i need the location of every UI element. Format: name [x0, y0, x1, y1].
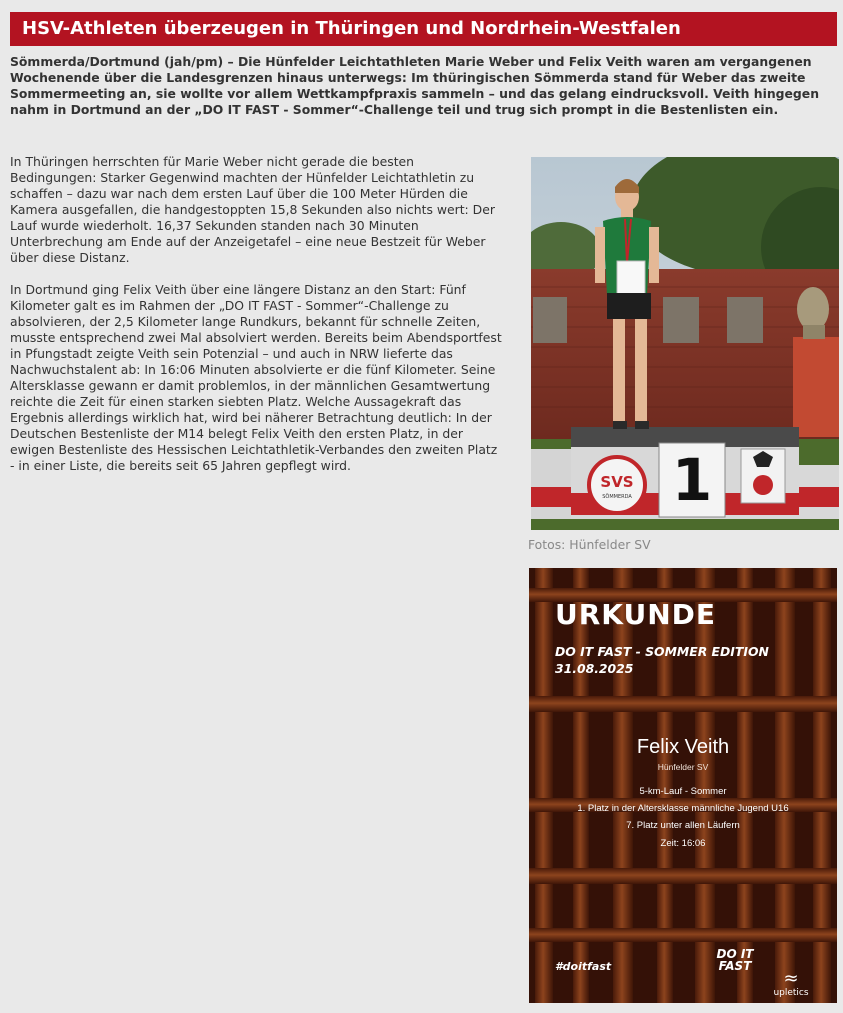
- upletics-icon: ≈: [783, 968, 799, 989]
- certificate-time: Zeit: 16:06: [660, 838, 706, 849]
- certificate-age-class-rank: 1. Platz in der Altersklasse männliche Jugend U16: [577, 803, 789, 814]
- photo-caption: Fotos: Hünfelder SV: [528, 537, 651, 552]
- article-lead: Sömmerda/Dortmund (jah/pm) – Die Hünfelder Leichtathleten Marie Weber und Felix Veith waren am vergangenen Wochenende über die Landesgrenzen hinaus unterwegs: Im thüringischen Sömmerda stand für Weber das zweite Sommermeeting an, sie wollte vor allem Wettkampfpraxis sammeln – und das gelang eindrucksvoll. Veith hingegen nahm in Dortmund an der „DO IT FAST - Sommer“-Challenge teil und trug sich prompt in die Bestenlisten ein.: [10, 54, 820, 117]
- certificate-title: URKUNDE: [555, 598, 717, 631]
- certificate-overall-rank: 7. Platz unter allen Läufern: [626, 820, 740, 831]
- svs-logo-text: SVS: [600, 473, 634, 491]
- podium-number: 1: [671, 446, 713, 514]
- doitfast-logo-line2: FAST: [718, 959, 752, 973]
- certificate-club: Hünfelder SV: [657, 762, 709, 772]
- upletics-logo-text: upletics: [773, 988, 809, 998]
- body-paragraph-2: In Dortmund ging Felix Veith über eine längere Distanz an den Start: Fünf Kilometer galt es im Rahmen der „DO IT FAST - Sommer“-Challenge zu absolvieren, der 2,5 Kilometer lange Rundkurs, bekannt für schnelle Zeiten, musste entsprechend zwei Mal absolviert werden. Bereits beim Abendsportfest in Pfungstadt zeigte Veith sein Potenzial – und auch in NRW lieferte das Nachwuchstalent ab: In 16:06 Minuten absolvierte er die fünf Kilometer. Seine Altersklasse gewann er damit problemlos, in der männlichen Gesamtwertung reichte die Zeit für einen starken siebten Platz. Welche Aussagekraft das Ergebnis allerdings wirklich hat, wird bei näherer Betrachtung deutlich: In der Deutschen Bestenliste der M14 belegt Felix Veith den ersten Platz, in der ewigen Bestenliste des Hessischen Leichtathletik-Verbandes den zweiten Platz - in einer Liste, die bereits seit 65 Jahren gepflegt wird.: [10, 282, 502, 473]
- article-body: [10, 154, 502, 490]
- certificate-hashtag: #doitfast: [555, 960, 612, 973]
- certificate-date: 31.08.2025: [555, 661, 634, 676]
- svs-logo-subtext: SÖMMERDA: [602, 494, 632, 500]
- doitfast-logo: [707, 948, 763, 972]
- certificate-athlete-name: Felix Veith: [636, 736, 730, 758]
- certificate-discipline: 5-km-Lauf - Sommer: [639, 786, 727, 797]
- podium-photo[interactable]: [531, 157, 839, 530]
- body-paragraph-1: In Thüringen herrschten für Marie Weber nicht gerade die besten Bedingungen: Starker Gegenwind machten der Hünfelder Leichtathletin zu schaffen – dazu war nach dem ersten Lauf über die 100 Meter Hürden die Kamera ausgefallen, die handgestoppten 15,8 Sekunden also nichts wert: Der Lauf wurde wiederholt. 16,37 Sekunden standen nach 30 Minuten Unterbrechung am Ende auf der Anzeigetafel – eine neue Bestzeit für Weber über diese Distanz.: [10, 154, 495, 265]
- upletics-logo: [771, 970, 811, 998]
- doitfast-logo-line1: DO IT: [716, 947, 754, 961]
- certificate-image[interactable]: [529, 568, 837, 1003]
- article-headline: HSV-Athleten überzeugen in Thüringen und Nordrhein-Westfalen: [10, 12, 837, 46]
- certificate-event: DO IT FAST - SOMMER EDITION: [555, 644, 769, 659]
